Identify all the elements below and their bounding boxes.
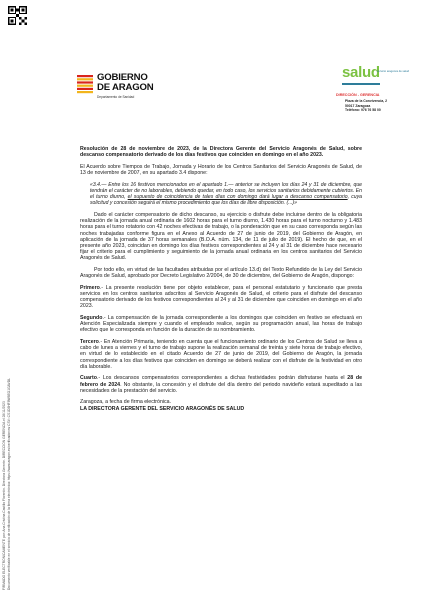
stamp-line-2: Documento verificable en el servicio de verificación de la firma electrónica: https://www.aragon.es/verificadorcsv CSV: CS1D3HF8W8EG1GAVDL	[6, 377, 11, 590]
clause-cuarto: Cuarto.- Los descansos compensatorios correspondientes a dichas festividades podrán disfrutarse hasta el 28 de febrero de 2024. No obstante, la concesión y el disfrute del día dentro del periodo navideño estará supeditado a las necesidades de la prestación del servicio.	[80, 375, 362, 394]
salud-logo-block	[334, 64, 414, 142]
clause-tercero: Tercero.- En Atención Primaria, teniendo en cuenta que el funcionamiento ordinario de los Centros de Salud se lleva a cabo de lunes a viernes y el turno de trabajo supone la realización semanal de treinta y siete horas de trabajo efectivo, en virtud de lo establecido en el citado Acuerdo de 27 de junio de 2019, del Gobierno de Aragón, la jornada correspondiente a los días festivos que coinciden en domingo se deberá realizar con el disfrute de la festividad en otro día laborable.	[80, 338, 362, 370]
salud-subtitle: servicio aragonés de salud	[377, 70, 409, 73]
document-body	[80, 146, 362, 412]
clause-primero: Primero.- La presente resolución tiene por objeto establecer, para el personal estatutario y funcionario que presta servicios en los centros sanitarios adscritos al Servicio Aragonés de Salud, el criterio para el disfrute del descanso compensatorio derivado de los festivos correspondientes al 24 y al 31 de diciembre que coinciden en domingo en el año 2023.	[80, 284, 362, 310]
clause-segundo: Segundo.- La compensación de la jornada correspondiente a los domingos que coinciden en festivo se efectuará en Atención Especializada siempre y cuando el empleado realice, según su programación anual, las horas de trabajo efectivo que le corresponda en función de la duración de su nombramiento.	[80, 314, 362, 334]
salud-logo-bar	[342, 83, 380, 85]
signature-place: Zaragoza, a fecha de firma electrónica.	[80, 399, 172, 406]
electronic-signature-stamp	[2, 20, 24, 590]
paragraph-authority: Por todo ello, en virtud de las facultades atribuidas por el artículo 13.d) del Texto Refundido de la Ley del Servicio Aragonés de Salud, aprobado por Decreto Legislativo 2/2004, de 30 de diciembre, del Gobierno de Aragón, dispongo:	[80, 266, 362, 280]
department-name: Departamento de Sanidad	[97, 95, 135, 99]
salud-logo: salud	[342, 64, 380, 81]
paragraph-context: Dado el carácter compensatorio de dicho descanso, su ejercicio o disfrute debe incluirse dentro de la obligatoria realización de la jornada anual ordinaria de 1602 horas para el turno diurno, 1.430 horas para el turno nocturno y 1.483 horas para el turno rotatorio con 42 noches efectivas de trabajo, o la ponderación que en su caso corresponda según las noches trabajadas conforme figura en el Anexo al Acuerdo de 27 de junio de 2019, del Gobierno de Aragón, en aplicación de la jornada de 37 horas semanales (B.O.A. núm. 134, de 11 de julio de 2019). El hecho de que, en el presente año 2023, coincidan en domingo los días festivos correspondientes al 24 y al 31 de diciembre hace necesario fijar el criterio para el cumplimiento y seguimiento de la jornada anual ordinaria en los centros sanitarios del Servicio Aragonés de Salud.	[80, 211, 362, 262]
gobierno-aragon-logo	[75, 72, 185, 102]
aragon-logo-text: GOBIERNO DE ARAGON	[97, 72, 154, 93]
signature-role: LA DIRECTORA GERENTE DEL SERVICIO ARAGONÉS DE SALUD	[80, 405, 245, 412]
aragon-emblem-icon	[75, 74, 95, 96]
resolution-title: Resolución de 28 de noviembre de 2023, de la Directora Gerente del Servicio Aragonés de Salud, sobre descanso compensatorio derivado de los días festivos que coinciden en domingo en el año 2023.	[80, 146, 362, 159]
quoted-article: «3.4.— Entre los 16 festivos mencionados en el apartado 1.— anterior se incluyen los días 24 y 31 de diciembre, que tendrán el carácter de no laborables, debiendo quedar, en todo caso, los servicios sanitarios debidamente cubiertos. En el turno diurno, el supuesto de coincidencia de tales días con domingo dará lugar a descanso compensatorio, cuya solicitud y concesión seguirá el mismo procedimiento que los días de libre disposición. (...)»	[90, 181, 362, 206]
stamp-line-1: FIRMADO ELECTRÓNICAMENTE por: Ana Cristina Castillo Florentin. Directora Gerente. DIRECCIÓN GERENCIA el 28/11/2023	[2, 401, 6, 590]
address-block: Plaza de la Convivencia, 2 50017 Zaragoza Teléfono: 976 76 58 00	[345, 99, 388, 113]
direction-label: DIRECCIÓN - GERENCIA	[336, 93, 380, 97]
paragraph-agreement: El Acuerdo sobre Tiempos de Trabajo, Jornada y Horario de los Centros Sanitarios del Servicio Aragonés de Salud, de 13 de noviembre de 2007, en su apartado 3.4 dispone:	[80, 163, 362, 176]
